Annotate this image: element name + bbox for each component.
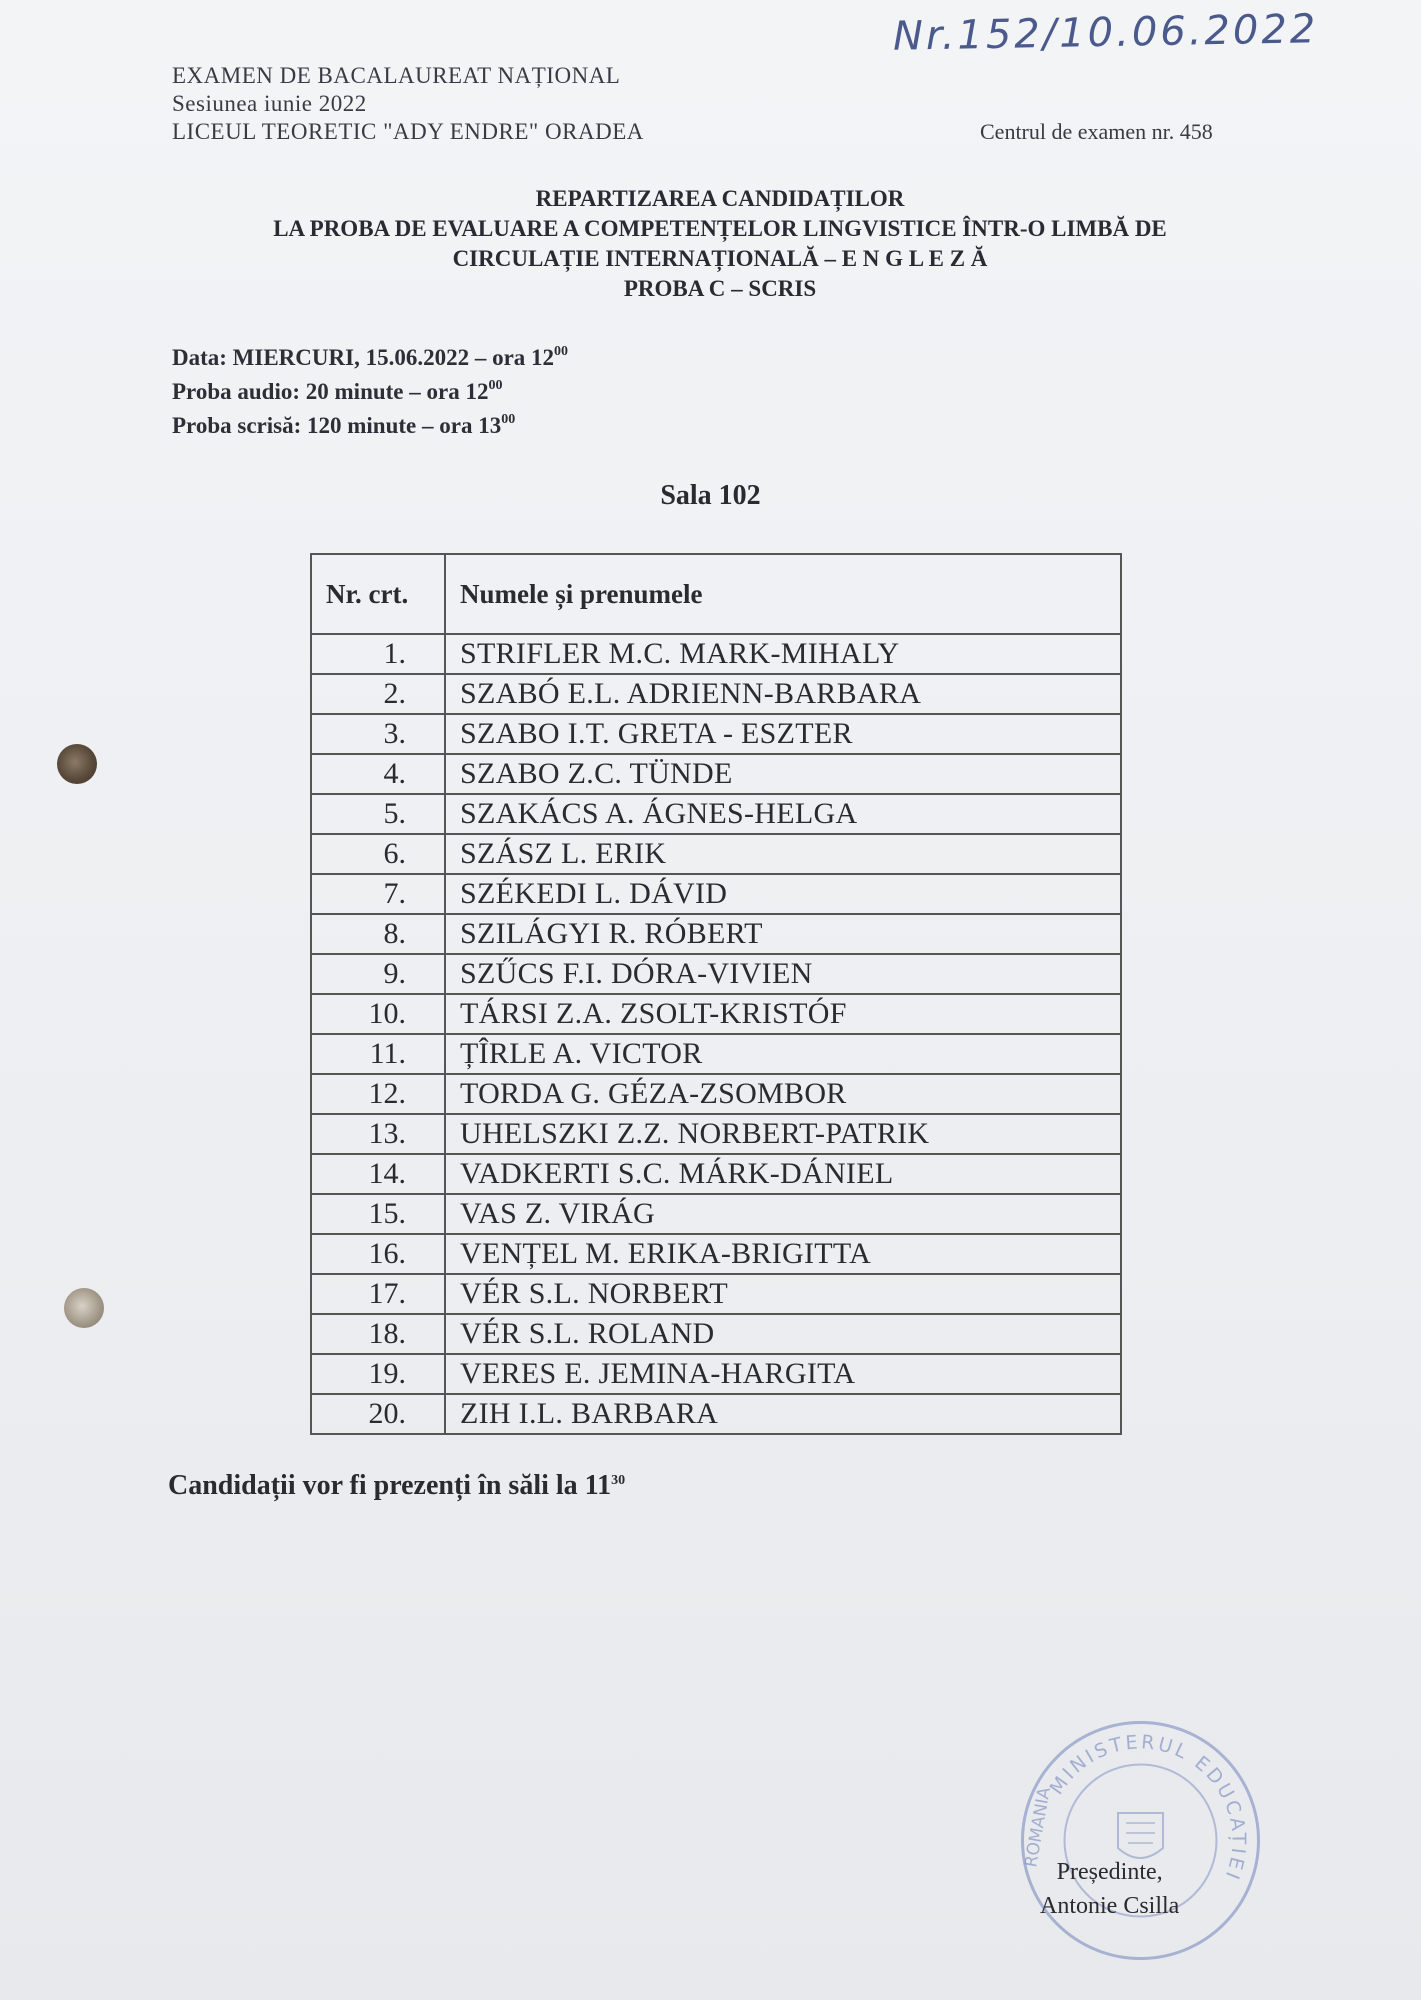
candidate-name: STRIFLER M.C. MARK-MIHALY [445,634,1121,674]
written-test-time: Proba scrisă: 120 minute – ora $13^{00}$ [172,412,516,438]
candidate-name: SZILÁGYI R. RÓBERT [445,914,1121,954]
exam-name: EXAMEN DE BACALAUREAT NAȚIONAL [172,63,621,88]
room-label: Sala 102 [660,480,761,511]
column-header-number: Nr. crt. [311,554,445,634]
candidates-table-body [311,634,1121,1434]
schedule-block [172,341,568,443]
title-line-4: PROBA C – SCRIS [623,276,817,301]
candidates-table [310,553,1122,1435]
row-number: 18. [311,1314,445,1354]
column-header-name: Numele și prenumele [445,554,1121,634]
candidate-name: SZABO I.T. GRETA - ESZTER [445,714,1121,754]
row-number: 15. [311,1194,445,1234]
table-row [311,1034,1121,1074]
exam-center-number: Centrul de examen nr. 458 [980,119,1213,144]
candidate-name: SZÉKEDI L. DÁVID [445,874,1121,914]
signature-role: Președinte, [1056,1859,1163,1885]
row-number: 9. [311,954,445,994]
table-row [311,1114,1121,1154]
row-number: 11. [311,1034,445,1074]
table-header-row [311,554,1121,634]
table-row [311,794,1121,834]
table-row [311,674,1121,714]
candidate-name: TORDA G. GÉZA-ZSOMBOR [445,1074,1121,1114]
candidate-name: VERES E. JEMINA-HARGITA [445,1354,1121,1394]
candidate-name: VÉR S.L. ROLAND [445,1314,1121,1354]
row-number: 13. [311,1114,445,1154]
signature-block [1040,1855,1179,1923]
row-number: 16. [311,1234,445,1274]
row-number: 8. [311,914,445,954]
candidate-name: ZIH I.L. BARBARA [445,1394,1121,1434]
row-number: 6. [311,834,445,874]
row-number: 5. [311,794,445,834]
school-name: LICEUL TEORETIC "ADY ENDRE" ORADEA [172,119,644,144]
stamp-text-top: MINISTERUL EDUCAȚIEI [1045,1731,1250,1885]
handwritten-registration-number: Nr.152/10.06.2022 [892,6,1319,60]
row-number: 19. [311,1354,445,1394]
row-number: 14. [311,1154,445,1194]
table-row [311,1154,1121,1194]
row-number: 20. [311,1394,445,1434]
stamp-text-side: ROMANIA [1021,1785,1055,1869]
table-row [311,914,1121,954]
table-row [311,634,1121,674]
arrival-note: Candidații vor fi prezenți în săli la $11^{30}$ [168,1470,626,1501]
candidate-name: VAS Z. VIRÁG [445,1194,1121,1234]
title-line-1: REPARTIZAREA CANDIDAȚILOR [535,186,905,211]
table-row [311,754,1121,794]
row-number: 12. [311,1074,445,1114]
table-row [311,874,1121,914]
table-row [311,1314,1121,1354]
row-number: 17. [311,1274,445,1314]
table-row [311,834,1121,874]
candidate-name: SZŰCS F.I. DÓRA-VIVIEN [445,954,1121,994]
candidate-name: ȚÎRLE A. VICTOR [445,1034,1121,1074]
document-title [140,184,1300,304]
official-stamp [1018,1718,1263,1963]
session-name: Sesiunea iunie 2022 [172,91,367,116]
row-number: 10. [311,994,445,1034]
table-row [311,1074,1121,1114]
row-number: 2. [311,674,445,714]
title-line-3: CIRCULAȚIE INTERNAȚIONALĂ – E N G L E Z Ă [452,246,988,271]
table-row [311,1194,1121,1234]
candidate-name: VENȚEL M. ERIKA-BRIGITTA [445,1234,1121,1274]
row-number: 7. [311,874,445,914]
table-row [311,1234,1121,1274]
stamp-crest-icon [1118,1813,1163,1858]
candidate-name: SZÁSZ L. ERIK [445,834,1121,874]
document-header [172,62,644,146]
candidate-name: SZAKÁCS A. ÁGNES-HELGA [445,794,1121,834]
candidate-name: TÁRSI Z.A. ZSOLT-KRISTÓF [445,994,1121,1034]
row-number: 4. [311,754,445,794]
table-row [311,954,1121,994]
candidate-name: UHELSZKI Z.Z. NORBERT-PATRIK [445,1114,1121,1154]
table-row [311,1354,1121,1394]
candidate-name: VADKERTI S.C. MÁRK-DÁNIEL [445,1154,1121,1194]
table-row [311,994,1121,1034]
row-number: 1. [311,634,445,674]
row-number: 3. [311,714,445,754]
table-row [311,714,1121,754]
title-line-2: LA PROBA DE EVALUARE A COMPETENȚELOR LINGVISTICE ÎNTR-O LIMBĂ DE [273,216,1167,241]
candidate-name: SZABÓ E.L. ADRIENN-BARBARA [445,674,1121,714]
candidate-name: VÉR S.L. NORBERT [445,1274,1121,1314]
punch-hole-lower [64,1288,104,1328]
table-row [311,1394,1121,1434]
table-row [311,1274,1121,1314]
candidate-name: SZABO Z.C. TÜNDE [445,754,1121,794]
signature-name: Antonie Csilla [1040,1893,1180,1919]
exam-date: Data: MIERCURI, 15.06.2022 – ora $12^{00}$ [172,344,569,370]
punch-hole-upper [57,744,97,784]
audio-test-time: Proba audio: 20 minute – ora $12^{00}$ [172,378,503,404]
